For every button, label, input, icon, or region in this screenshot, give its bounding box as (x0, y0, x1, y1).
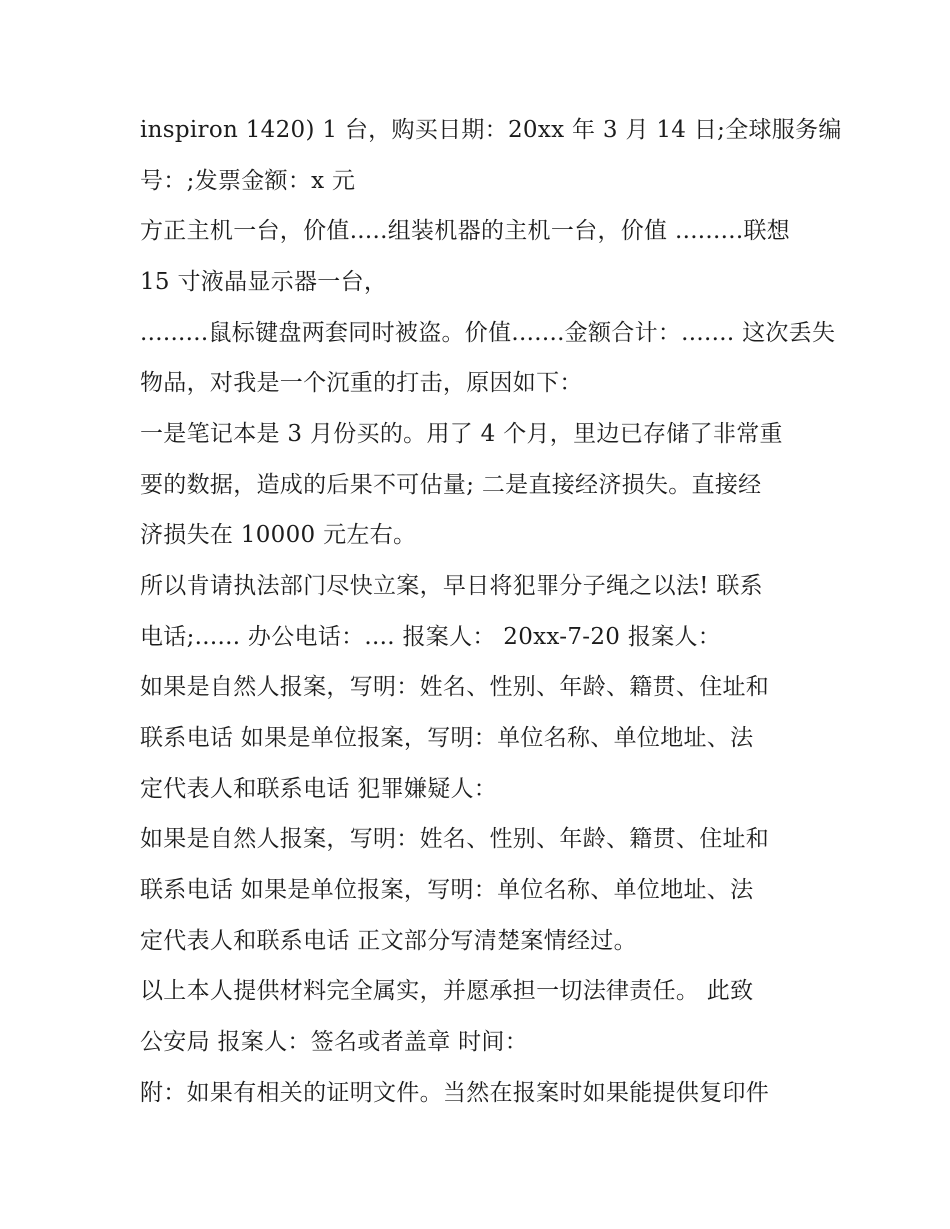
text-line: 一是笔记本是 3 月份买的。用了 4 个月，里边已存储了非常重 (140, 421, 783, 447)
text-line: 以上本人提供材料完全属实，并愿承担一切法律责任。 此致 (140, 978, 754, 1004)
text-line: 定代表人和联系电话 正文部分写清楚案情经过。 (140, 928, 637, 954)
text-line: inspiron 1420) 1 台，购买日期：20xx 年 3 月 14 日;全球服务编 (140, 117, 842, 143)
text-line: 电话;...... 办公电话：.... 报案人： 20xx-7-20 报案人： (140, 624, 722, 650)
text-line: 号：;发票金额：x 元 (140, 168, 356, 194)
text-line: 联系电话 如果是单位报案，写明：单位名称、单位地址、法 (140, 725, 754, 751)
text-line: 定代表人和联系电话 犯罪嫌疑人： (140, 776, 498, 802)
text-line: 要的数据，造成的后果不可估量; 二是直接经济损失。直接经 (140, 472, 762, 498)
text-line: 公安局 报案人：签名或者盖章 时间： (140, 1029, 529, 1055)
text-line: .........鼠标键盘两套同时被盗。价值.......金额合计：....... 这次丢失 (140, 320, 836, 346)
text-line: 附：如果有相关的证明文件。当然在报案时如果能提供复印件 (140, 1080, 770, 1106)
text-line: 联系电话 如果是单位报案，写明：单位名称、单位地址、法 (140, 877, 754, 903)
text-line: 方正主机一台，价值.....组装机器的主机一台，价值 .........联想 (140, 218, 791, 244)
text-line: 如果是自然人报案，写明：姓名、性别、年龄、籍贯、住址和 (140, 674, 770, 700)
text-line: 济损失在 10000 元左右。 (140, 522, 417, 548)
text-line: 15 寸液晶显示器一台， (140, 269, 388, 295)
text-line: 物品，对我是一个沉重的打击，原因如下： (140, 370, 583, 396)
text-line: 如果是自然人报案，写明：姓名、性别、年龄、籍贯、住址和 (140, 826, 770, 852)
text-line: 所以肯请执法部门尽快立案，早日将犯罪分子绳之以法! 联系 (140, 573, 763, 599)
